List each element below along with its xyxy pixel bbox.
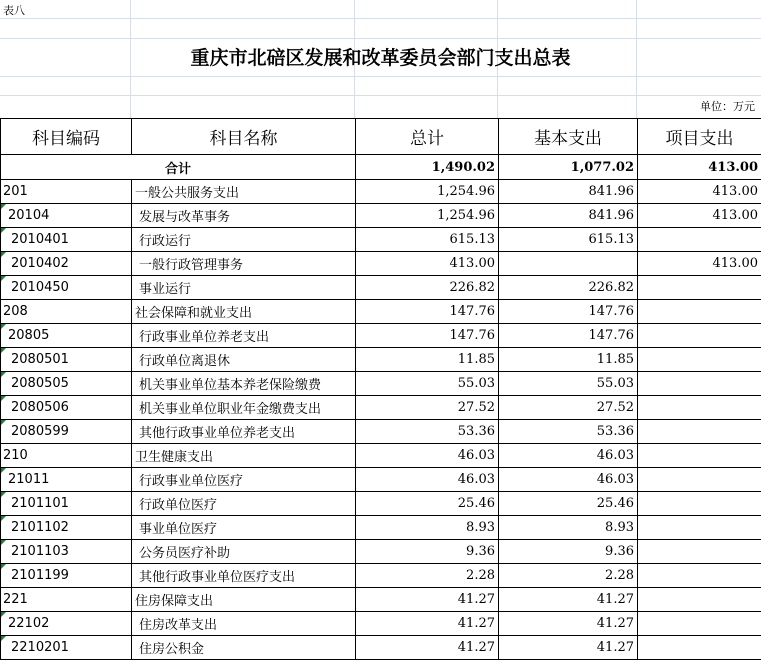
- row-basic[interactable]: 41.27: [499, 636, 638, 660]
- grid-line: [0, 18, 761, 19]
- row-project[interactable]: [638, 612, 761, 636]
- row-project[interactable]: 413.00: [638, 180, 761, 204]
- row-name[interactable]: 机关事业单位职业年金缴费支出: [132, 396, 356, 420]
- row-project[interactable]: [638, 492, 761, 516]
- row-code[interactable]: 2101102: [1, 516, 132, 540]
- row-basic[interactable]: 46.03: [499, 468, 638, 492]
- table-row: [1, 324, 761, 348]
- table-row: [1, 372, 761, 396]
- row-basic[interactable]: 841.96: [499, 180, 638, 204]
- header-code[interactable]: 科目编码: [1, 119, 132, 155]
- row-name[interactable]: 发展与改革事务: [132, 204, 356, 228]
- header-total[interactable]: 总计: [356, 119, 499, 155]
- table-row: [1, 228, 761, 252]
- row-name[interactable]: 行政单位离退休: [132, 348, 356, 372]
- row-total[interactable]: 2.28: [356, 564, 499, 588]
- row-basic[interactable]: 147.76: [499, 300, 638, 324]
- row-code[interactable]: 221: [1, 588, 132, 612]
- row-code[interactable]: 2080505: [1, 372, 132, 396]
- row-total[interactable]: 41.27: [356, 588, 499, 612]
- row-name[interactable]: 其他行政事业单位养老支出: [132, 420, 356, 444]
- row-code[interactable]: 20104: [1, 204, 132, 228]
- expenditure-table: [0, 118, 761, 660]
- table-row: [1, 300, 761, 324]
- row-name[interactable]: 住房公积金: [132, 636, 356, 660]
- header-name[interactable]: 科目名称: [132, 119, 356, 155]
- row-basic[interactable]: [499, 252, 638, 276]
- row-basic[interactable]: 46.03: [499, 444, 638, 468]
- row-project[interactable]: [638, 468, 761, 492]
- row-project[interactable]: 413.00: [638, 204, 761, 228]
- row-basic[interactable]: 55.03: [499, 372, 638, 396]
- total-row: [1, 155, 761, 180]
- row-code[interactable]: 2010450: [1, 276, 132, 300]
- row-name[interactable]: 一般行政管理事务: [132, 252, 356, 276]
- row-code[interactable]: 210: [1, 444, 132, 468]
- row-total[interactable]: 226.82: [356, 276, 499, 300]
- row-name[interactable]: 行政事业单位医疗: [132, 468, 356, 492]
- row-total[interactable]: 25.46: [356, 492, 499, 516]
- table-row: [1, 612, 761, 636]
- row-code[interactable]: 2010401: [1, 228, 132, 252]
- row-name[interactable]: 公务员医疗补助: [132, 540, 356, 564]
- row-basic[interactable]: 8.93: [499, 516, 638, 540]
- row-basic[interactable]: 147.76: [499, 324, 638, 348]
- row-basic[interactable]: 841.96: [499, 204, 638, 228]
- row-code[interactable]: 2080506: [1, 396, 132, 420]
- table-row: [1, 444, 761, 468]
- row-total[interactable]: 1,254.96: [356, 180, 499, 204]
- total-total[interactable]: 1,490.02: [356, 155, 499, 180]
- row-name[interactable]: 行政单位医疗: [132, 492, 356, 516]
- row-code[interactable]: 2210201: [1, 636, 132, 660]
- table-row: [1, 588, 761, 612]
- row-code[interactable]: 20805: [1, 324, 132, 348]
- row-total[interactable]: 11.85: [356, 348, 499, 372]
- row-project[interactable]: [638, 324, 761, 348]
- row-total[interactable]: 147.76: [356, 324, 499, 348]
- table-row: [1, 204, 761, 228]
- row-name[interactable]: 行政事业单位养老支出: [132, 324, 356, 348]
- table-row: [1, 180, 761, 204]
- table-row: [1, 420, 761, 444]
- row-name[interactable]: 一般公共服务支出: [132, 180, 356, 204]
- row-basic[interactable]: 2.28: [499, 564, 638, 588]
- row-total[interactable]: 147.76: [356, 300, 499, 324]
- row-total[interactable]: 55.03: [356, 372, 499, 396]
- grid-line: [0, 95, 761, 96]
- row-project[interactable]: [638, 372, 761, 396]
- row-code[interactable]: 2010402: [1, 252, 132, 276]
- row-project[interactable]: [638, 636, 761, 660]
- total-label[interactable]: 合计: [1, 155, 356, 180]
- header-project[interactable]: 项目支出: [638, 119, 761, 155]
- row-project[interactable]: [638, 276, 761, 300]
- table-row: [1, 540, 761, 564]
- total-project[interactable]: 413.00: [638, 155, 761, 180]
- row-code[interactable]: 2101199: [1, 564, 132, 588]
- row-project[interactable]: [638, 564, 761, 588]
- row-code[interactable]: 2080501: [1, 348, 132, 372]
- row-total[interactable]: 46.03: [356, 444, 499, 468]
- row-code[interactable]: 2080599: [1, 420, 132, 444]
- row-name[interactable]: 事业运行: [132, 276, 356, 300]
- grid-line: [0, 76, 761, 77]
- row-name[interactable]: 社会保障和就业支出: [132, 300, 356, 324]
- row-basic[interactable]: 41.27: [499, 612, 638, 636]
- row-total[interactable]: 46.03: [356, 468, 499, 492]
- row-total[interactable]: 413.00: [356, 252, 499, 276]
- row-total[interactable]: 1,254.96: [356, 204, 499, 228]
- table-number-label: 表八: [3, 4, 25, 17]
- row-total[interactable]: 41.27: [356, 612, 499, 636]
- row-total[interactable]: 615.13: [356, 228, 499, 252]
- row-project[interactable]: [638, 540, 761, 564]
- row-project[interactable]: 413.00: [638, 252, 761, 276]
- row-basic[interactable]: 9.36: [499, 540, 638, 564]
- row-project[interactable]: [638, 516, 761, 540]
- row-code[interactable]: 21011: [1, 468, 132, 492]
- row-project[interactable]: [638, 396, 761, 420]
- row-project[interactable]: [638, 420, 761, 444]
- table-row: [1, 252, 761, 276]
- row-total[interactable]: 8.93: [356, 516, 499, 540]
- row-name[interactable]: 机关事业单位基本养老保险缴费: [132, 372, 356, 396]
- row-basic[interactable]: 615.13: [499, 228, 638, 252]
- row-code[interactable]: 2101103: [1, 540, 132, 564]
- row-code[interactable]: 208: [1, 300, 132, 324]
- table-row: [1, 564, 761, 588]
- row-project[interactable]: [638, 348, 761, 372]
- table-row: [1, 396, 761, 420]
- total-basic[interactable]: 1,077.02: [499, 155, 638, 180]
- row-name[interactable]: 卫生健康支出: [132, 444, 356, 468]
- unit-label: 单位：万元: [700, 100, 755, 113]
- header-basic[interactable]: 基本支出: [499, 119, 638, 155]
- row-total[interactable]: 53.36: [356, 420, 499, 444]
- table-row: [1, 492, 761, 516]
- header-row: [1, 119, 761, 155]
- table-row: [1, 348, 761, 372]
- row-name[interactable]: 事业单位医疗: [132, 516, 356, 540]
- row-project[interactable]: [638, 588, 761, 612]
- row-basic[interactable]: 25.46: [499, 492, 638, 516]
- row-name[interactable]: 住房改革支出: [132, 612, 356, 636]
- row-name[interactable]: 行政运行: [132, 228, 356, 252]
- row-basic[interactable]: 11.85: [499, 348, 638, 372]
- row-basic[interactable]: 53.36: [499, 420, 638, 444]
- row-code[interactable]: 201: [1, 180, 132, 204]
- grid-line: [0, 38, 761, 39]
- row-total[interactable]: 27.52: [356, 396, 499, 420]
- row-name[interactable]: 住房保障支出: [132, 588, 356, 612]
- row-project[interactable]: [638, 228, 761, 252]
- table-row: [1, 636, 761, 660]
- row-basic[interactable]: 27.52: [499, 396, 638, 420]
- row-name[interactable]: 其他行政事业单位医疗支出: [132, 564, 356, 588]
- row-project[interactable]: [638, 444, 761, 468]
- page-title: 重庆市北碚区发展和改革委员会部门支出总表: [190, 47, 571, 69]
- row-code[interactable]: 22102: [1, 612, 132, 636]
- row-basic[interactable]: 226.82: [499, 276, 638, 300]
- row-code[interactable]: 2101101: [1, 492, 132, 516]
- table-row: [1, 516, 761, 540]
- table-row: [1, 276, 761, 300]
- row-project[interactable]: [638, 300, 761, 324]
- table-row: [1, 468, 761, 492]
- row-total[interactable]: 41.27: [356, 636, 499, 660]
- row-basic[interactable]: 41.27: [499, 588, 638, 612]
- row-total[interactable]: 9.36: [356, 540, 499, 564]
